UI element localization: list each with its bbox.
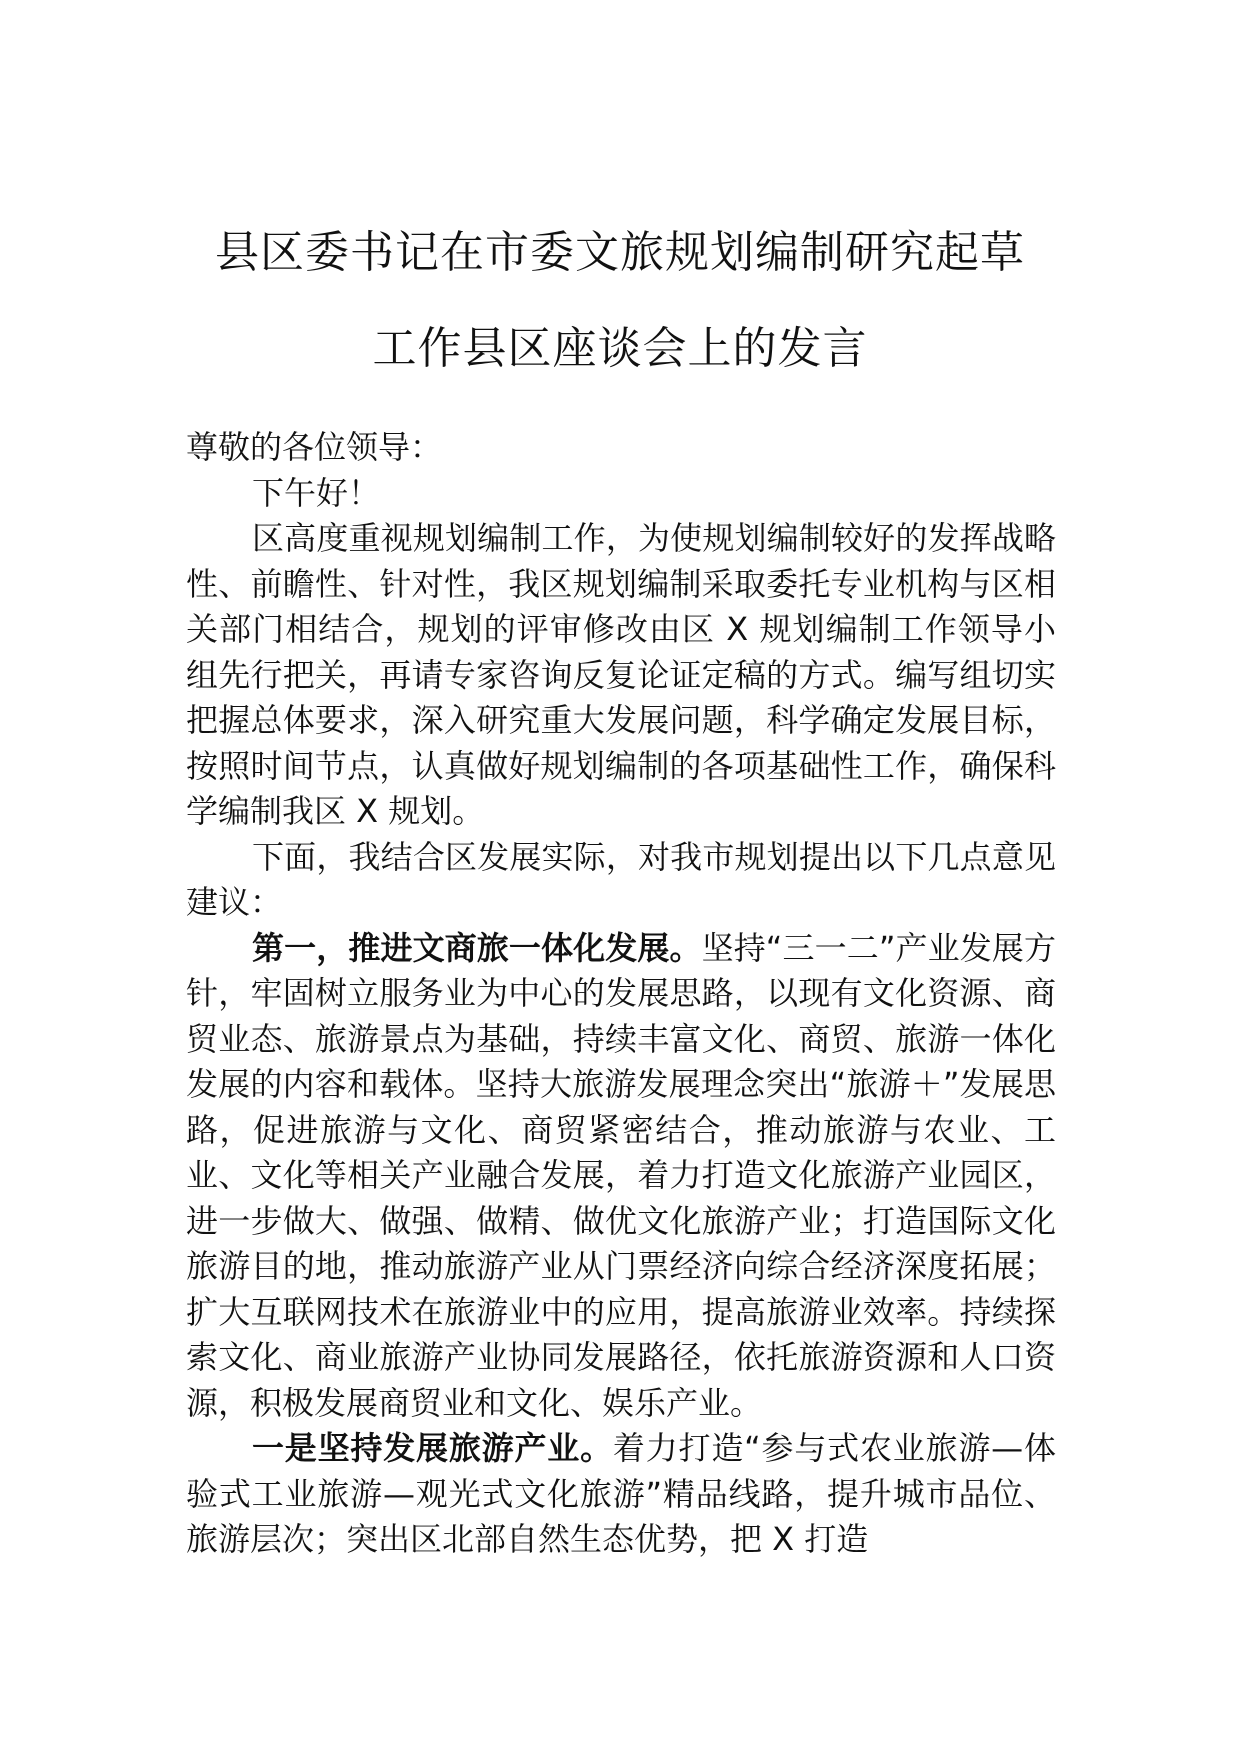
paragraph-section-2	[186, 1426, 1056, 1563]
paragraph-intro: 区高度重视规划编制工作，为使规划编制较好的发挥战略性、前瞻性、针对性，我区规划编制采取委托专业机构与区相关部门相结合，规划的评审修改由区 X 规划编制工作领导小组先行把关，再请专家咨询反复论证定稿的方式。编写组切实把握总体要求，深入研究重大发展问题，科学确定发展目标，按照时间节点，认真做好规划编制的各项基础性工作，确保科学编制我区 X 规划。	[186, 519, 1056, 830]
paragraph-section-1	[186, 926, 1056, 1427]
greeting: 下午好！	[252, 473, 381, 512]
document-title-line-1: 县区委书记在市委文旅规划编制研究起草	[215, 227, 1025, 278]
document-title-line-2: 工作县区座谈会上的发言	[372, 323, 868, 374]
section-1-heading: 第一，推进文商旅一体化发展。	[252, 928, 702, 967]
section-2-text: 着力打造“参与式农业旅游—体验式工业旅游—观光式文化旅游”精品线路，提升城市品位、旅游层次；突出区北部自然生态优势，把 X 打造	[186, 1429, 1056, 1558]
section-2-heading: 一是坚持发展旅游产业。	[252, 1429, 613, 1467]
section-1-text: 坚持“三一二”产业发展方针，牢固树立服务业为中心的发展思路，以现有文化资源、商贸业态、旅游景点为基础，持续丰富文化、商贸、旅游一体化发展的内容和载体。坚持大旅游发展理念突出“旅游＋”发展思路，促进旅游与文化、商贸紧密结合，推动旅游与农业、工业、文化等相关产业融合发展，着力打造文化旅游产业园区，进一步做大、做强、做精、做优文化旅游产业；打造国际文化旅游目的地，推动旅游产业从门票经济向综合经济深度拓展；扩大互联网技术在旅游业中的应用，提高旅游业效率。持续探索文化、商业旅游产业协同发展路径，依托旅游资源和人口资源，积极发展商贸业和文化、娱乐产业。	[186, 928, 1056, 1422]
document-body	[186, 425, 1056, 1563]
salutation: 尊敬的各位领导：	[186, 428, 443, 466]
paragraph-suggestions-lead: 下面，我结合区发展实际，对我市规划提出以下几点意见建议：	[186, 837, 1056, 921]
